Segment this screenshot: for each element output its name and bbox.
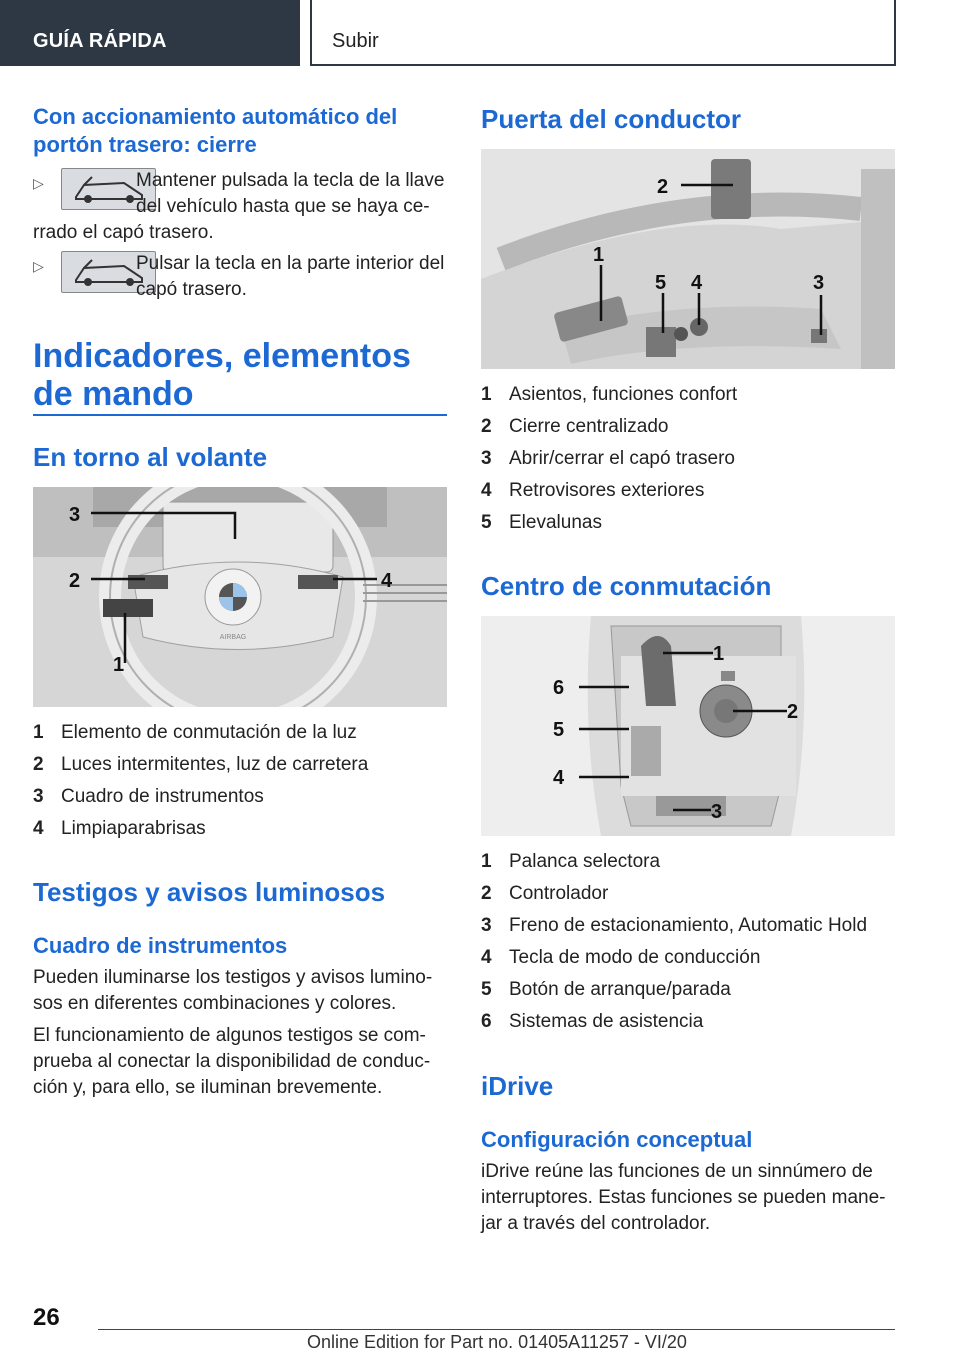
item-number: 5 — [481, 979, 492, 1000]
door-heading: Puerta del conductor — [481, 104, 742, 134]
item-text: Luces intermitentes, luz de carretera — [61, 754, 369, 775]
item-number: 3 — [481, 448, 492, 469]
edition-footer: Online Edition for Part no. 01405A11257 - VI/20 — [307, 1332, 687, 1352]
list-item — [481, 1009, 895, 1041]
bullet1-text-cont: rrado el capó trasero. — [33, 222, 214, 243]
item-number: 3 — [33, 786, 44, 807]
item-text: Cierre centralizado — [509, 416, 669, 437]
item-number: 4 — [481, 480, 492, 501]
airbag-label: AIRBAG — [219, 634, 247, 641]
item-number: 2 — [33, 754, 44, 775]
console-callout-2: 2 — [787, 701, 799, 723]
item-text: Abrir/cerrar el capó trasero — [509, 448, 735, 469]
item-text: Elemento de conmutación de la luz — [61, 722, 357, 743]
console-callout-3: 3 — [711, 801, 723, 823]
console-callout-1: 1 — [713, 643, 725, 665]
item-number: 4 — [481, 947, 492, 968]
list-item — [481, 414, 895, 446]
item-number: 2 — [481, 416, 492, 437]
idrive-subheading: Configuración conceptual — [481, 1127, 753, 1152]
tailgate-bullet-key — [33, 168, 447, 243]
warnings-paragraph-2: El funcionamiento de algunos testigos se com-prueba al conectar la disponibilidad de conduc-ción y, para ello, se iluminan brevemente. — [33, 1025, 431, 1098]
up-link-label[interactable]: Subir — [332, 30, 379, 52]
item-text: Asientos, funciones confort — [509, 384, 738, 405]
center-console-figure — [481, 616, 895, 836]
item-text: Cuadro de instrumentos — [61, 786, 264, 807]
up-link-tab[interactable] — [310, 0, 896, 66]
list-item — [481, 881, 895, 913]
wheel-heading: En torno al volante — [33, 442, 268, 472]
console-callout-6: 6 — [553, 677, 565, 699]
item-number: 4 — [33, 818, 44, 839]
bullet2-text: Pulsar la tecla en la parte interior del capó trasero. — [136, 253, 445, 300]
bullet-triangle-icon: ▷ — [33, 258, 44, 274]
list-item — [481, 510, 895, 542]
idrive-heading: iDrive — [481, 1071, 554, 1101]
footer-rule — [98, 1329, 895, 1330]
warnings-paragraph-1: Pueden iluminarse los testigos y avisos lumino-sos en diferentes combinaciones y colores. — [33, 967, 433, 1014]
list-item — [33, 816, 447, 848]
item-number: 6 — [481, 1011, 492, 1032]
list-item — [481, 382, 895, 414]
wheel-callout-3: 3 — [69, 504, 81, 526]
list-item — [481, 977, 895, 1009]
section-tab-label: GUÍA RÁPIDA — [33, 30, 167, 52]
list-item — [481, 478, 895, 510]
item-text: Limpiaparabrisas — [61, 818, 206, 839]
console-callout-4: 4 — [553, 767, 565, 789]
top-navigation — [0, 0, 960, 66]
steering-wheel-figure — [33, 487, 447, 707]
item-number: 1 — [481, 384, 492, 405]
bullet-triangle-icon: ▷ — [33, 175, 44, 191]
idrive-paragraph: iDrive reúne las funciones de un sinnúmero de interruptores. Estas funciones se pueden mane-jar a través del controlador. — [481, 1161, 886, 1234]
list-item — [33, 784, 447, 816]
item-text: Sistemas de asistencia — [509, 1011, 704, 1032]
console-callout-5: 5 — [553, 719, 565, 741]
door-callout-1: 1 — [593, 244, 605, 266]
wheel-callout-2: 2 — [69, 570, 81, 592]
tailgate-bullet-inside — [33, 251, 447, 303]
door-callout-2: 2 — [657, 176, 669, 198]
item-text: Retrovisores exteriores — [509, 480, 705, 501]
door-legend — [481, 382, 895, 542]
bullet1-text: Mantener pulsada la tecla de la llave del vehículo hasta que se haya ce- — [136, 170, 445, 217]
door-callout-4: 4 — [691, 272, 703, 294]
list-item — [481, 913, 895, 945]
section-rule — [33, 414, 447, 416]
instrument-cluster-subheading: Cuadro de instrumentos — [33, 933, 288, 958]
list-item — [481, 849, 895, 881]
section-tab[interactable] — [0, 0, 300, 66]
driver-door-figure — [481, 149, 895, 369]
door-callout-5: 5 — [655, 272, 667, 294]
page-number: 26 — [33, 1304, 60, 1331]
item-number: 1 — [481, 851, 492, 872]
item-text: Botón de arranque/parada — [509, 979, 731, 1000]
door-callout-3: 3 — [813, 272, 825, 294]
item-text: Palanca selectora — [509, 851, 661, 872]
wheel-callout-1: 1 — [113, 654, 125, 676]
warnings-heading: Testigos y avisos luminosos — [33, 877, 386, 907]
section-heading: Indicadores, elementos de mando — [33, 337, 411, 413]
item-text: Freno de estacionamiento, Automatic Hold — [509, 915, 868, 936]
item-text: Elevalunas — [509, 512, 602, 533]
console-legend — [481, 849, 895, 1041]
list-item — [33, 752, 447, 784]
item-number: 5 — [481, 512, 492, 533]
wheel-legend — [33, 720, 447, 848]
item-number: 3 — [481, 915, 492, 936]
item-number: 1 — [33, 722, 44, 743]
item-text: Controlador — [509, 883, 609, 904]
console-heading: Centro de conmutación — [481, 571, 772, 601]
item-number: 2 — [481, 883, 492, 904]
list-item — [33, 720, 447, 752]
item-text: Tecla de modo de conducción — [509, 947, 761, 968]
wheel-callout-4: 4 — [381, 570, 393, 592]
tailgate-close-heading: Con accionamiento automático del portón trasero: cierre — [33, 104, 398, 157]
list-item — [481, 945, 895, 977]
list-item — [481, 446, 895, 478]
